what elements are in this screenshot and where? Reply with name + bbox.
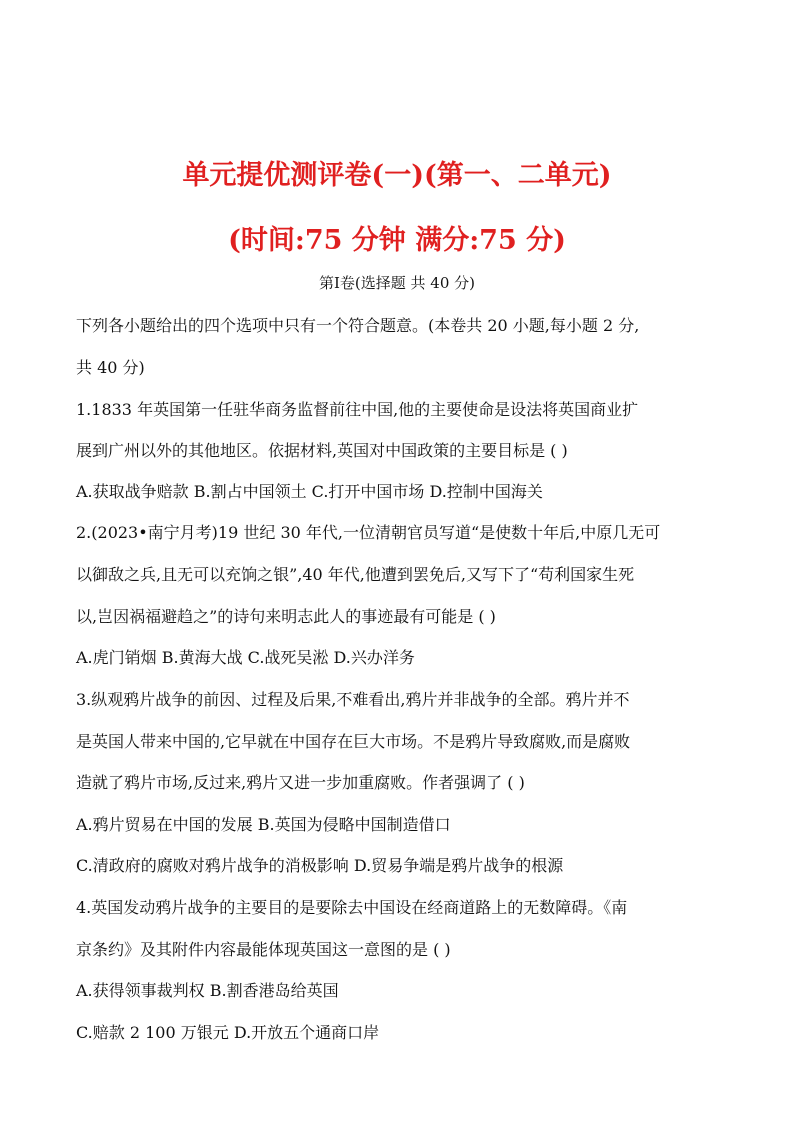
question-1-options: A.获取战争赔款 B.割占中国领土 C.打开中国市场 D.控制中国海关	[76, 482, 543, 501]
question-2-line-3: 以,岂因祸福避趋之”的诗句来明志此人的事迹最有可能是 ( )	[76, 607, 496, 626]
question-4-line-1: 4.英国发动鸦片战争的主要目的是要除去中国设在经商道路上的无数障碍。《南	[76, 898, 628, 917]
question-4-options-row-1: A.获得领事裁判权 B.割香港岛给英国	[76, 981, 339, 1000]
question-2-line-2: 以御敌之兵,且无可以充饷之银”,40 年代,他遭到罢免后,又写下了“苟利国家生死	[76, 565, 635, 584]
question-4-line-2: 京条约》及其附件内容最能体现英国这一意图的是 ( )	[76, 940, 451, 959]
question-3-line-3: 造就了鸦片市场,反过来,鸦片又进一步加重腐败。作者强调了 ( )	[76, 773, 525, 792]
question-1-line-2: 展到广州以外的其他地区。依据材料,英国对中国政策的主要目标是 ( )	[76, 441, 568, 460]
question-3-options-row-2: C.清政府的腐败对鸦片战争的消极影响 D.贸易争端是鸦片战争的根源	[76, 856, 564, 875]
exam-title: 单元提优测评卷(一)(第一、二单元)	[182, 160, 612, 191]
question-3-line-1: 3.纵观鸦片战争的前因、过程及后果,不难看出,鸦片并非战争的全部。鸦片并不	[76, 690, 630, 709]
section-heading: 第Ⅰ卷(选择题 共 40 分)	[318, 274, 476, 292]
question-3-options-row-1: A.鸦片贸易在中国的发展 B.英国为侵略中国制造借口	[76, 815, 451, 834]
question-3-line-2: 是英国人带来中国的,它早就在中国存在巨大市场。不是鸦片导致腐败,而是腐败	[76, 732, 631, 751]
question-2-line-1: 2.(2023•南宁月考)19 世纪 30 年代,一位清朝官员写道“是使数十年后,中原几无可	[76, 523, 661, 542]
instructions-line-2: 共 40 分)	[76, 358, 145, 377]
question-1-line-1: 1.1833 年英国第一任驻华商务监督前往中国,他的主要使命是设法将英国商业扩	[76, 400, 639, 419]
question-2-options: A.虎门销烟 B.黄海大战 C.战死吴淞 D.兴办洋务	[76, 648, 415, 667]
question-4-options-row-2: C.赔款 2 100 万银元 D.开放五个通商口岸	[76, 1023, 380, 1042]
exam-time-score: (时间:75 分钟 满分:75 分)	[228, 225, 566, 256]
instructions-line-1: 下列各小题给出的四个选项中只有一个符合题意。(本卷共 20 小题,每小题 2 分,	[76, 316, 640, 335]
